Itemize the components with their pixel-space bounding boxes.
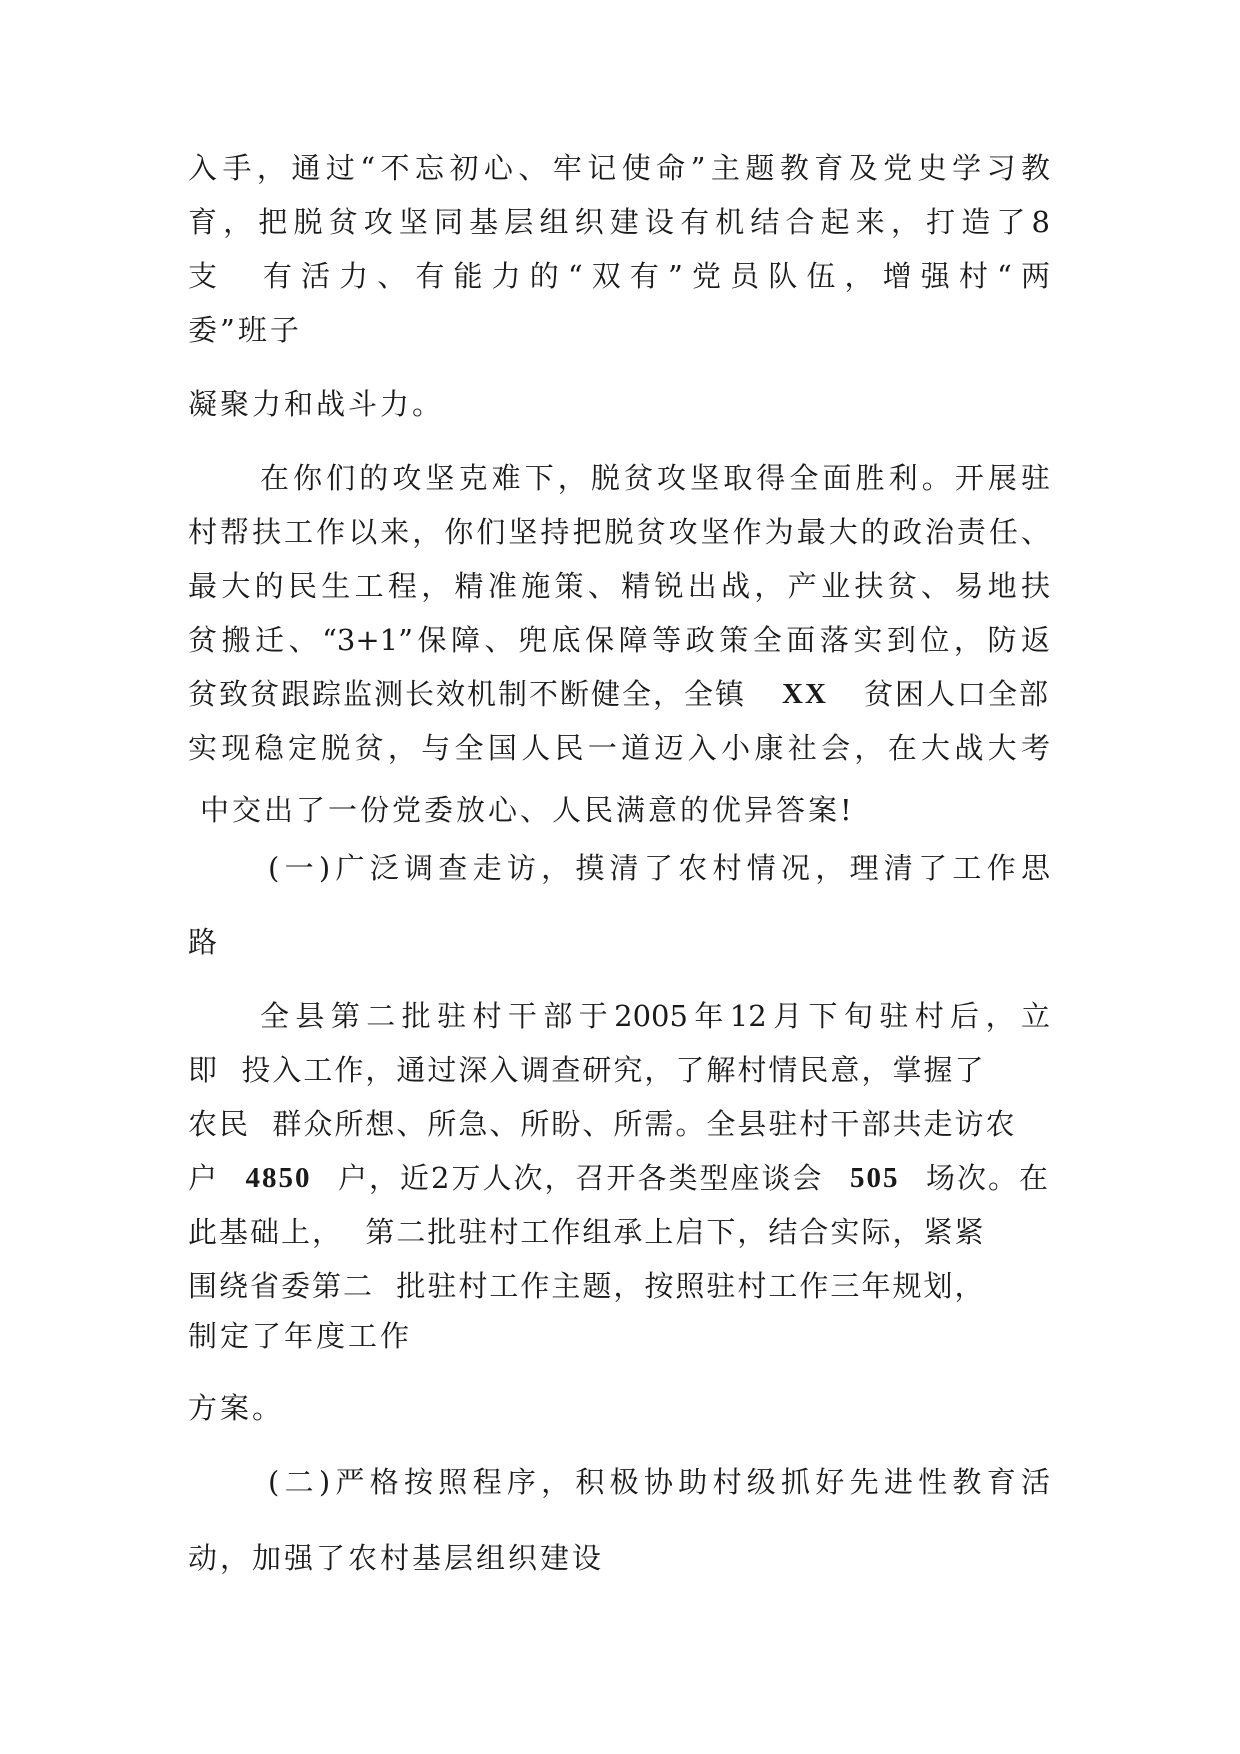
text-line: 入手，通过“不忘初心、牢记使命”主题教育及党史学习教 [188,151,1050,185]
text-segment: 户 [188,1161,220,1195]
text-segment: 户，近2万人次，召开各类型座谈会 [338,1161,824,1195]
text-segment-bold: XX [782,678,828,710]
text-line: 最大的民生工程，精准施策、精锐出战，产业扶贫、易地扶 [188,569,1050,603]
text-line: 方案。 [188,1391,285,1425]
text-line: 凝聚力和战斗力。 [188,387,445,421]
section-heading: (二)严格按照程序，积极协助村级抓好先进性教育活 [268,1465,1050,1499]
text-segment-bold: 505 [849,1162,900,1194]
section-heading-cont: 路 [188,925,221,959]
section-heading-cont: 动，加强了农村基层组织建设 [188,1541,605,1575]
text-line: 育，把脱贫攻坚同基层组织建设有机结合起来，打造了8 [188,205,1050,239]
text-line: 农民 群众所想、所急、所盼、所需。全县驻村干部共走访农 [188,1107,1017,1141]
text-segment: 贫致贫跟踪监测长效机制不断健全，全镇 [188,677,747,711]
text-segment-bold: 4850 [245,1162,312,1194]
text-line: 制定了年度工作 [188,1319,413,1353]
text-line [188,1158,1050,1198]
text-segment: 场次。在 [925,1161,1050,1195]
text-line: 围绕省委第二 批驻村工作主题，按照驻村工作三年规划， [188,1269,986,1303]
text-line: 中交出了一份党委放心、人民满意的优异答案! [200,793,855,827]
text-line [188,674,1050,714]
text-line: 贫搬迁、“3+1”保障、兜底保障等政策全面落实到位，防返 [188,623,1050,657]
text-line: 即 投入工作，通过深入调查研究，了解村情民意，掌握了 [188,1053,986,1087]
text-segment: 贫困人口全部 [863,677,1050,711]
section-heading: (一)广泛调查走访，摸清了农村情况，理清了工作思 [268,851,1050,885]
text-line: 全县第二批驻村干部于2005年12月下旬驻村后，立 [260,999,1050,1033]
text-line: 委”班子 [188,313,302,347]
text-line: 支 有活力、有能力的“双有”党员队伍，增强村“两 [188,259,1050,293]
text-line: 村帮扶工作以来，你们坚持把脱贫攻坚作为最大的政治责任、 [188,515,1050,549]
text-line: 实现稳定脱贫，与全国人民一道迈入小康社会，在大战大考 [188,731,1050,765]
text-line: 此基础上， 第二批驻村工作组承上启下，结合实际，紧紧 [188,1215,986,1249]
text-line: 在你们的攻坚克难下，脱贫攻坚取得全面胜利。开展驻 [260,461,1050,495]
